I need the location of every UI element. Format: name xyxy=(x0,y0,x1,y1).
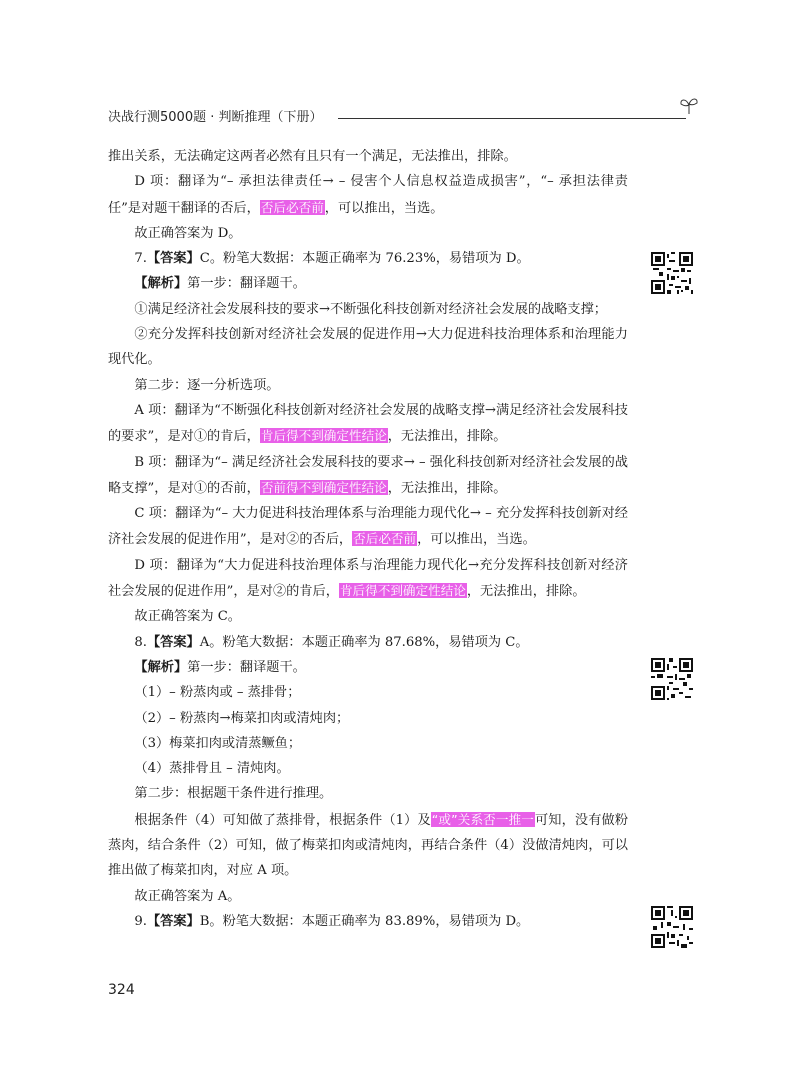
highlight: “或”关系否一推一 xyxy=(431,811,534,827)
qr-code-icon[interactable] xyxy=(651,658,693,700)
paragraph: 第二步：逐一分析选项。 xyxy=(134,377,280,393)
analysis-label: 【解析】 xyxy=(134,276,188,292)
paragraph: 根据条件（4）可知做了蒸排骨，根据条件（1）及“或”关系否一推一可知，没有做粉蒸肉，结合条件（2）可知，做了梅菜扣肉或清炖肉，再结合条件（4）没做清炖肉，可以推出做了梅菜扣肉，对应 A 项。 xyxy=(108,811,629,879)
header-title: 决战行测5000题 · 判断推理（下册） xyxy=(108,110,323,125)
condition-item: （3）梅菜扣肉或清蒸鳜鱼； xyxy=(134,735,302,751)
condition-item: （2）– 粉蒸肉→梅菜扣肉或清炖肉； xyxy=(134,710,350,726)
header-rule xyxy=(338,118,686,119)
answer-line: 8.【答案】A。粉笔大数据：本题正确率为 87.68%，易错项为 C。 xyxy=(134,634,529,650)
analysis-line: 【解析】第一步：翻译题干。 xyxy=(134,276,306,292)
answer-label: 【答案】 xyxy=(146,251,200,267)
paragraph: A 项：翻译为“不断强化科技创新对经济社会发展的战略支撑→满足经济社会发展科技的要求”，是对①的肯后，肯后得不到确定性结论，无法推出，排除。 xyxy=(108,402,628,445)
running-header xyxy=(108,104,700,124)
highlight: 肯后得不到确定性结论 xyxy=(260,428,387,444)
highlight: 否前得不到确定性结论 xyxy=(260,479,387,495)
qr-code-icon[interactable] xyxy=(651,252,693,294)
paragraph: ②充分发挥科技创新对经济社会发展的促进作用→大力促进科技治理体系和治理能力现代化。 xyxy=(108,327,628,368)
paragraph: 故正确答案为 A。 xyxy=(134,888,241,904)
highlight: 否后必否前 xyxy=(353,531,417,547)
sprout-icon xyxy=(678,96,700,116)
condition-item: （1）– 粉蒸肉或 – 蒸排骨； xyxy=(134,685,301,701)
paragraph: 推出关系，无法确定这两者必然有且只有一个满足，无法推出，排除。 xyxy=(108,149,517,164)
highlight: 肯后得不到确定性结论 xyxy=(339,583,466,599)
paragraph: D 项：翻译为“大力促进科技治理体系与治理能力现代化→充分发挥科技创新对经济社会发展的促进作用”，是对②的肯后，肯后得不到确定性结论，无法推出，排除。 xyxy=(108,557,628,600)
paragraph: 故正确答案为 C。 xyxy=(134,609,241,625)
paragraph: 第二步：根据题干条件进行推理。 xyxy=(134,786,333,802)
answer-label: 【答案】 xyxy=(146,913,200,929)
paragraph: C 项：翻译为“– 大力促进科技治理体系与治理能力现代化→ – 充分发挥科技创新对经济社会发展的促进作用”，是对②的否后，否后必否前，可以推出，当选。 xyxy=(108,506,628,548)
page-number: 324 xyxy=(108,982,135,998)
qr-code-icon[interactable] xyxy=(651,906,693,948)
page-body xyxy=(108,144,628,934)
paragraph: ①满足经济社会发展科技的要求→不断强化科技创新对经济社会发展的战略支撑； xyxy=(134,301,607,317)
answer-line: 7.【答案】C。粉笔大数据：本题正确率为 76.23%，易错项为 D。 xyxy=(134,251,530,267)
answer-label: 【答案】 xyxy=(146,634,200,650)
paragraph: D 项：翻译为“– 承担法律责任→ – 侵害个人信息权益造成损害”，“– 承担法律责任”是对题干翻译的否后，否后必否前，可以推出，当选。 xyxy=(108,174,628,216)
paragraph: 故正确答案为 D。 xyxy=(134,225,242,241)
paragraph: B 项：翻译为“– 满足经济社会发展科技的要求→ – 强化科技创新对经济社会发展的战略支撑”，是对①的否前，否前得不到确定性结论，无法推出，排除。 xyxy=(108,454,628,496)
highlight: 否后必否前 xyxy=(260,199,324,215)
condition-item: （4）蒸排骨且 – 清炖肉。 xyxy=(134,761,290,777)
analysis-label: 【解析】 xyxy=(134,659,188,675)
analysis-line: 【解析】第一步：翻译题干。 xyxy=(134,659,306,675)
answer-line: 9.【答案】B。粉笔大数据：本题正确率为 83.89%，易错项为 D。 xyxy=(134,913,530,929)
